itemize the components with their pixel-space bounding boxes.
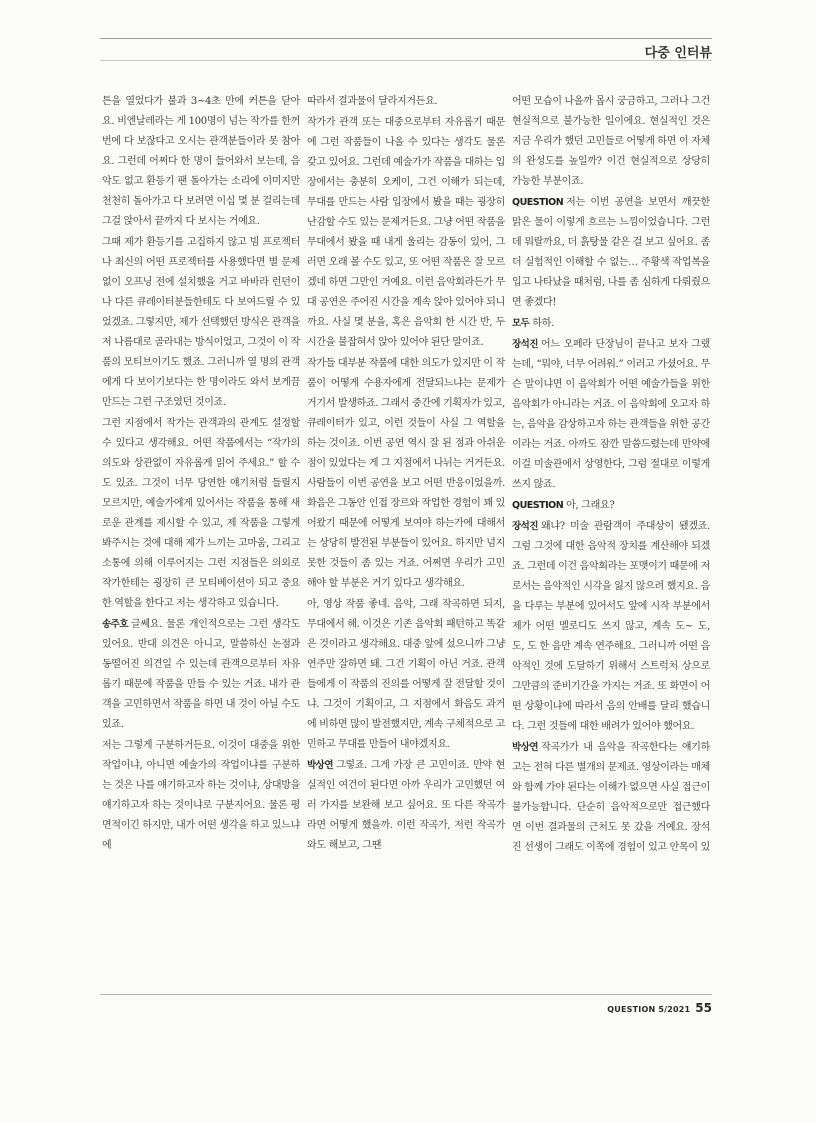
page-number: 55 [695,1001,712,1015]
paragraph-text: 저는 그렇게 구분하거든요. 이것이 대중을 위한 작업이냐, 아니면 예술가의 작업이냐를 구분하는 것은 나를 얘기하고자 하는 것이냐, 상대방을 얘기하고자 하는 것이냐로 구분지어요. 물론 평면적이긴 하지만, 내가 어떤 생각을 하고 있느냐에 [102,740,300,851]
text-column-3 [512,92,710,859]
section-title: 다중 인터뷰 [644,46,712,61]
issue-label: QUESTION 5/2021 [607,1005,691,1014]
paragraph-text: 작가가 관객 또는 대중으로부터 자유롭기 때문에 그런 작품들이 나올 수 있다는 생각도 물론 갖고 있어요. 그런데 예술가가 작품을 대하는 입장에서는 충분히 오케이, 그건 이해가 되는데, 무대를 만드는 사람 입장에서 봤을 때는 굉장히 난감할 수도 있는 문제거든요. 그냥 어떤 작품을 무대에서 봤을 때 내게 울리는 감동이 있어, 그러면 오래 볼 수도 있고, 또 어떤 작품은 잘 모르겠네 하면 그만인 거예요. 이런 음악회라든가 무대 공연은 주어진 시간을 계속 앉아 있어야 되니까요. 사실 몇 분을, 혹은 음악회 한 시간 반, 두 시간을 불잡혀서 앉아 있어야 된단 말이죠. [307,117,505,348]
paragraph-text: 그렇죠. 그게 가장 큰 고민이죠. 만약 현실적인 여건이 된다면 아까 우리가 고민했던 여러 가지를 보완해 보고 싶어요. 또 다른 작곡가라면 어떻게 했을까. 이런 작곡가, 저런 작곡가와도 해보고, 그땐 [307,760,505,851]
paragraph [102,414,300,614]
speaker-name: QUESTION [512,197,564,208]
paragraph [307,113,505,353]
header-bottom-rule [100,60,712,61]
text-column-2 [307,92,505,857]
paragraph [512,335,710,495]
paragraph [512,517,710,737]
paragraph [102,92,300,232]
paragraph [512,496,710,516]
paragraph [512,92,710,192]
paragraph-text: 따라서 결과물이 달라지거든요. [307,96,438,107]
paragraph-text: 어느 오페라 단장님이 끝나고 보자 그랬는데, “뭐야, 너무 어려워.” 이러고 가셨어요. 무슨 말이냐면 이 음악회가 어떤 예술가들을 위한 음악회가 아니라는 거죠. 이 음악회에 오고자 하는, 음악을 감상하고자 하는 관객들을 위한 공간이라는 거죠. 아까도 잠깐 말씀드렸는데 만약에 이걸 미술관에서 상영한다, 그럼 절대로 이렇게 쓰지 않죠. [512,339,710,490]
paragraph-text: 튼을 열었다가 불과 3~4초 만에 커튼을 닫아요. 비엔날레라는 게 100명이 넘는 작가를 한꺼번에 다 보잖다고 오시는 관객분들이라 못 참아요. 그런데 어쩌다 한 명이 들어와서 보는데, 음악도 없고 환등기 팬 돌아가는 소리에 이미지만 천천히 돌아가고 다 보려면 이십 몇 분 걸리는데 그걸 앉아서 끝까지 다 보시는 거예요. [102,96,300,227]
paragraph [102,615,300,735]
paragraph-text: 작가들 대부분 작품에 대한 의도가 있지만 이 작품이 어떻게 수용자에게 전달되느냐는 문제가 거기서 발생하죠. 그래서 중간에 기획자가 있고, 큐레이터가 있고, 이런 것들이 사실 그 역할을 하는 것이죠. 이번 공연 역시 잘 된 점과 아쉬운 점이 있었다는 게 그 지점에서 나뉘는 거거든요. 사람들이 이번 공연을 보고 어떤 반응이었을까. 화음은 그동안 인접 장르와 작업한 경험이 꽤 있어왔기 때문에 어떻게 보여야 하는가에 대해서는 상당히 발전된 부분들이 있어요. 하지만 넘지 못한 것들이 좀 있는 거죠. 어쩌면 우리가 고민해야 할 부분은 거기 있다고 생각해요. [307,358,505,589]
speaker-name: 박상연 [512,742,539,753]
paragraph [512,314,710,334]
paragraph-text: 그때 제가 환등기를 고집하지 않고 빔 프로젝터나 최신의 어떤 프로젝터를 사용했다면 별 문제없이 오프닝 전에 설치했을 거고 바바라 런던이나 다른 큐레이터분들한테도 다 보여드릴 수 있었겠죠. 그렇지만, 제가 선택했던 방식은 관객을 저 나름대로 골라내는 방식이었고, 그것이 이 작품의 모티브이기도 했죠. 그러니까 열 명의 관객에게 다 보이기보다는 한 명이라도 와서 보게끔 만드는 그런 구조였던 것이죠. [102,237,300,408]
paragraph-text: 하하. [532,318,554,329]
speaker-name: 박상연 [307,760,334,771]
paragraph [512,193,710,313]
speaker-name: QUESTION [512,500,564,511]
speaker-name: 모두 [512,318,530,329]
paragraph-text: 왜냐? 미술 관람객이 주대상이 됐겠죠. 그럼 그것에 대한 음악적 장치를 계산해야 되겠죠. 그런데 이건 음악회라는 포맷이기 때문에 저로서는 음악적인 시각을 잃지 않으려 했지요. 음을 다루는 부분에 있어서도 앞에 시작 부분에서 제가 어떤 멜로디도 쓰지 않고, 계속 도~ 도, 도, 도 한 음만 계속 연주해요. 그러니까 어떤 음악적인 것에 도달하기 위해서 스트럭처 상으로 그만큼의 준비기간을 가지는 거죠. 또 화면이 어떤 상황이냐에 따라서 음의 안배를 달리 했습니다. 그런 것들에 대한 배려가 있어야 했어요. [512,521,710,732]
paragraph-text: 작곡가가 내 음악을 작곡한다는 얘기하고는 전혀 다른 별개의 문제죠. 영상이라는 매체와 함께 가야 된다는 이해가 없으면 사실 접근이 불가능합니다. 단순히 음악적으로만 접근했다면 이번 결과물의 근처도 못 갔을 거예요. 장석진 선생이 그래도 이쪽에 경험이 있고 안목이 있 [512,742,710,853]
paragraph-text: 어떤 모습이 나올까 몹시 궁금하고, 그러나 그건 현실적으로 불가능한 일이에요. 현실적인 것은 지금 우리가 했던 고민들로 어떻게 하면 이 자체의 완성도를 높일까? 이건 현실적으로 상당히 가능한 부분이죠. [512,96,710,187]
paragraph-text: 글쎄요. 물론 개인적으로는 그런 생각도 있어요. 반대 의견은 아니고, 말씀하신 논점과 동떨어진 의견일 수 있는데 관객으로부터 자유롭기 때문에 작품을 만들 수 있는 거죠. 내가 관객을 고민하면서 작품을 하면 내 것이 아닐 수도 있죠. [102,619,300,730]
footer-rule [100,994,712,995]
paragraph [512,738,710,858]
speaker-name: 장석진 [512,339,539,350]
paragraph [307,595,505,755]
paragraph-text: 그런 지점에서 작가는 관객과의 관계도 설정할 수 있다고 생각해요. 어떤 작품에서는 “작가의 의도와 상관없이 자유롭게 읽어 주세요.” 할 수도 있죠. 그것이 너무 당연한 얘기처럼 들릴지 모르지만, 예술가에게 있어서는 작품을 통해 새로운 관계를 제시할 수 있고, 제 작품을 그렇게 봐주시는 것에 대해 제가 느끼는 고마움, 그리고 소통에 의해 이루어지는 그런 지점들은 의외로 작가한테는 굉장히 큰 모티베이션이 되고 중요한 역할을 한다고 저는 생각하고 있습니다. [102,418,300,609]
paragraph [307,354,505,594]
paragraph-text: 저는 이번 공연을 보면서 깨끗한 맑은 물이 이렇게 흐르는 느낌이었습니다. 그런데 뭐랄까요, 더 흙탕물 같은 걸 보고 싶어요. 좀 더 실험적인 이해할 수 없는… 주황색 작업복을 입고 나타났을 때처럼, 나를 좀 심하게 다뤄줬으면 좋겠다! [512,197,710,308]
paragraph [307,92,505,112]
speaker-name: 송주호 [102,619,129,630]
paragraph [102,736,300,856]
page-footer [607,1001,712,1015]
paragraph-text: 아, 영상 작품 좋네. 음악, 그래 작곡하면 되지, 무대에서 해. 이것은 기존 음악회 패턴하고 똑같은 것이라고 생각해요. 대중 앞에 섰으니까 그냥 연주만 잘하면 돼. 그건 기획이 아닌 거죠. 관객들에게 이 작품의 진의를 어떻게 잘 전달할 것이냐. 그것이 기획이고, 그 지점에서 화음도 과거에 비하면 많이 발전했지만, 계속 구체적으로 고민하고 무대를 만들어 내야겠지요. [307,599,505,750]
paragraph-text: 아, 그래요? [566,500,615,511]
header-top-rule [100,38,712,39]
paragraph [307,756,505,856]
speaker-name: 장석진 [512,521,539,532]
text-column-1 [102,92,300,857]
paragraph [102,233,300,413]
